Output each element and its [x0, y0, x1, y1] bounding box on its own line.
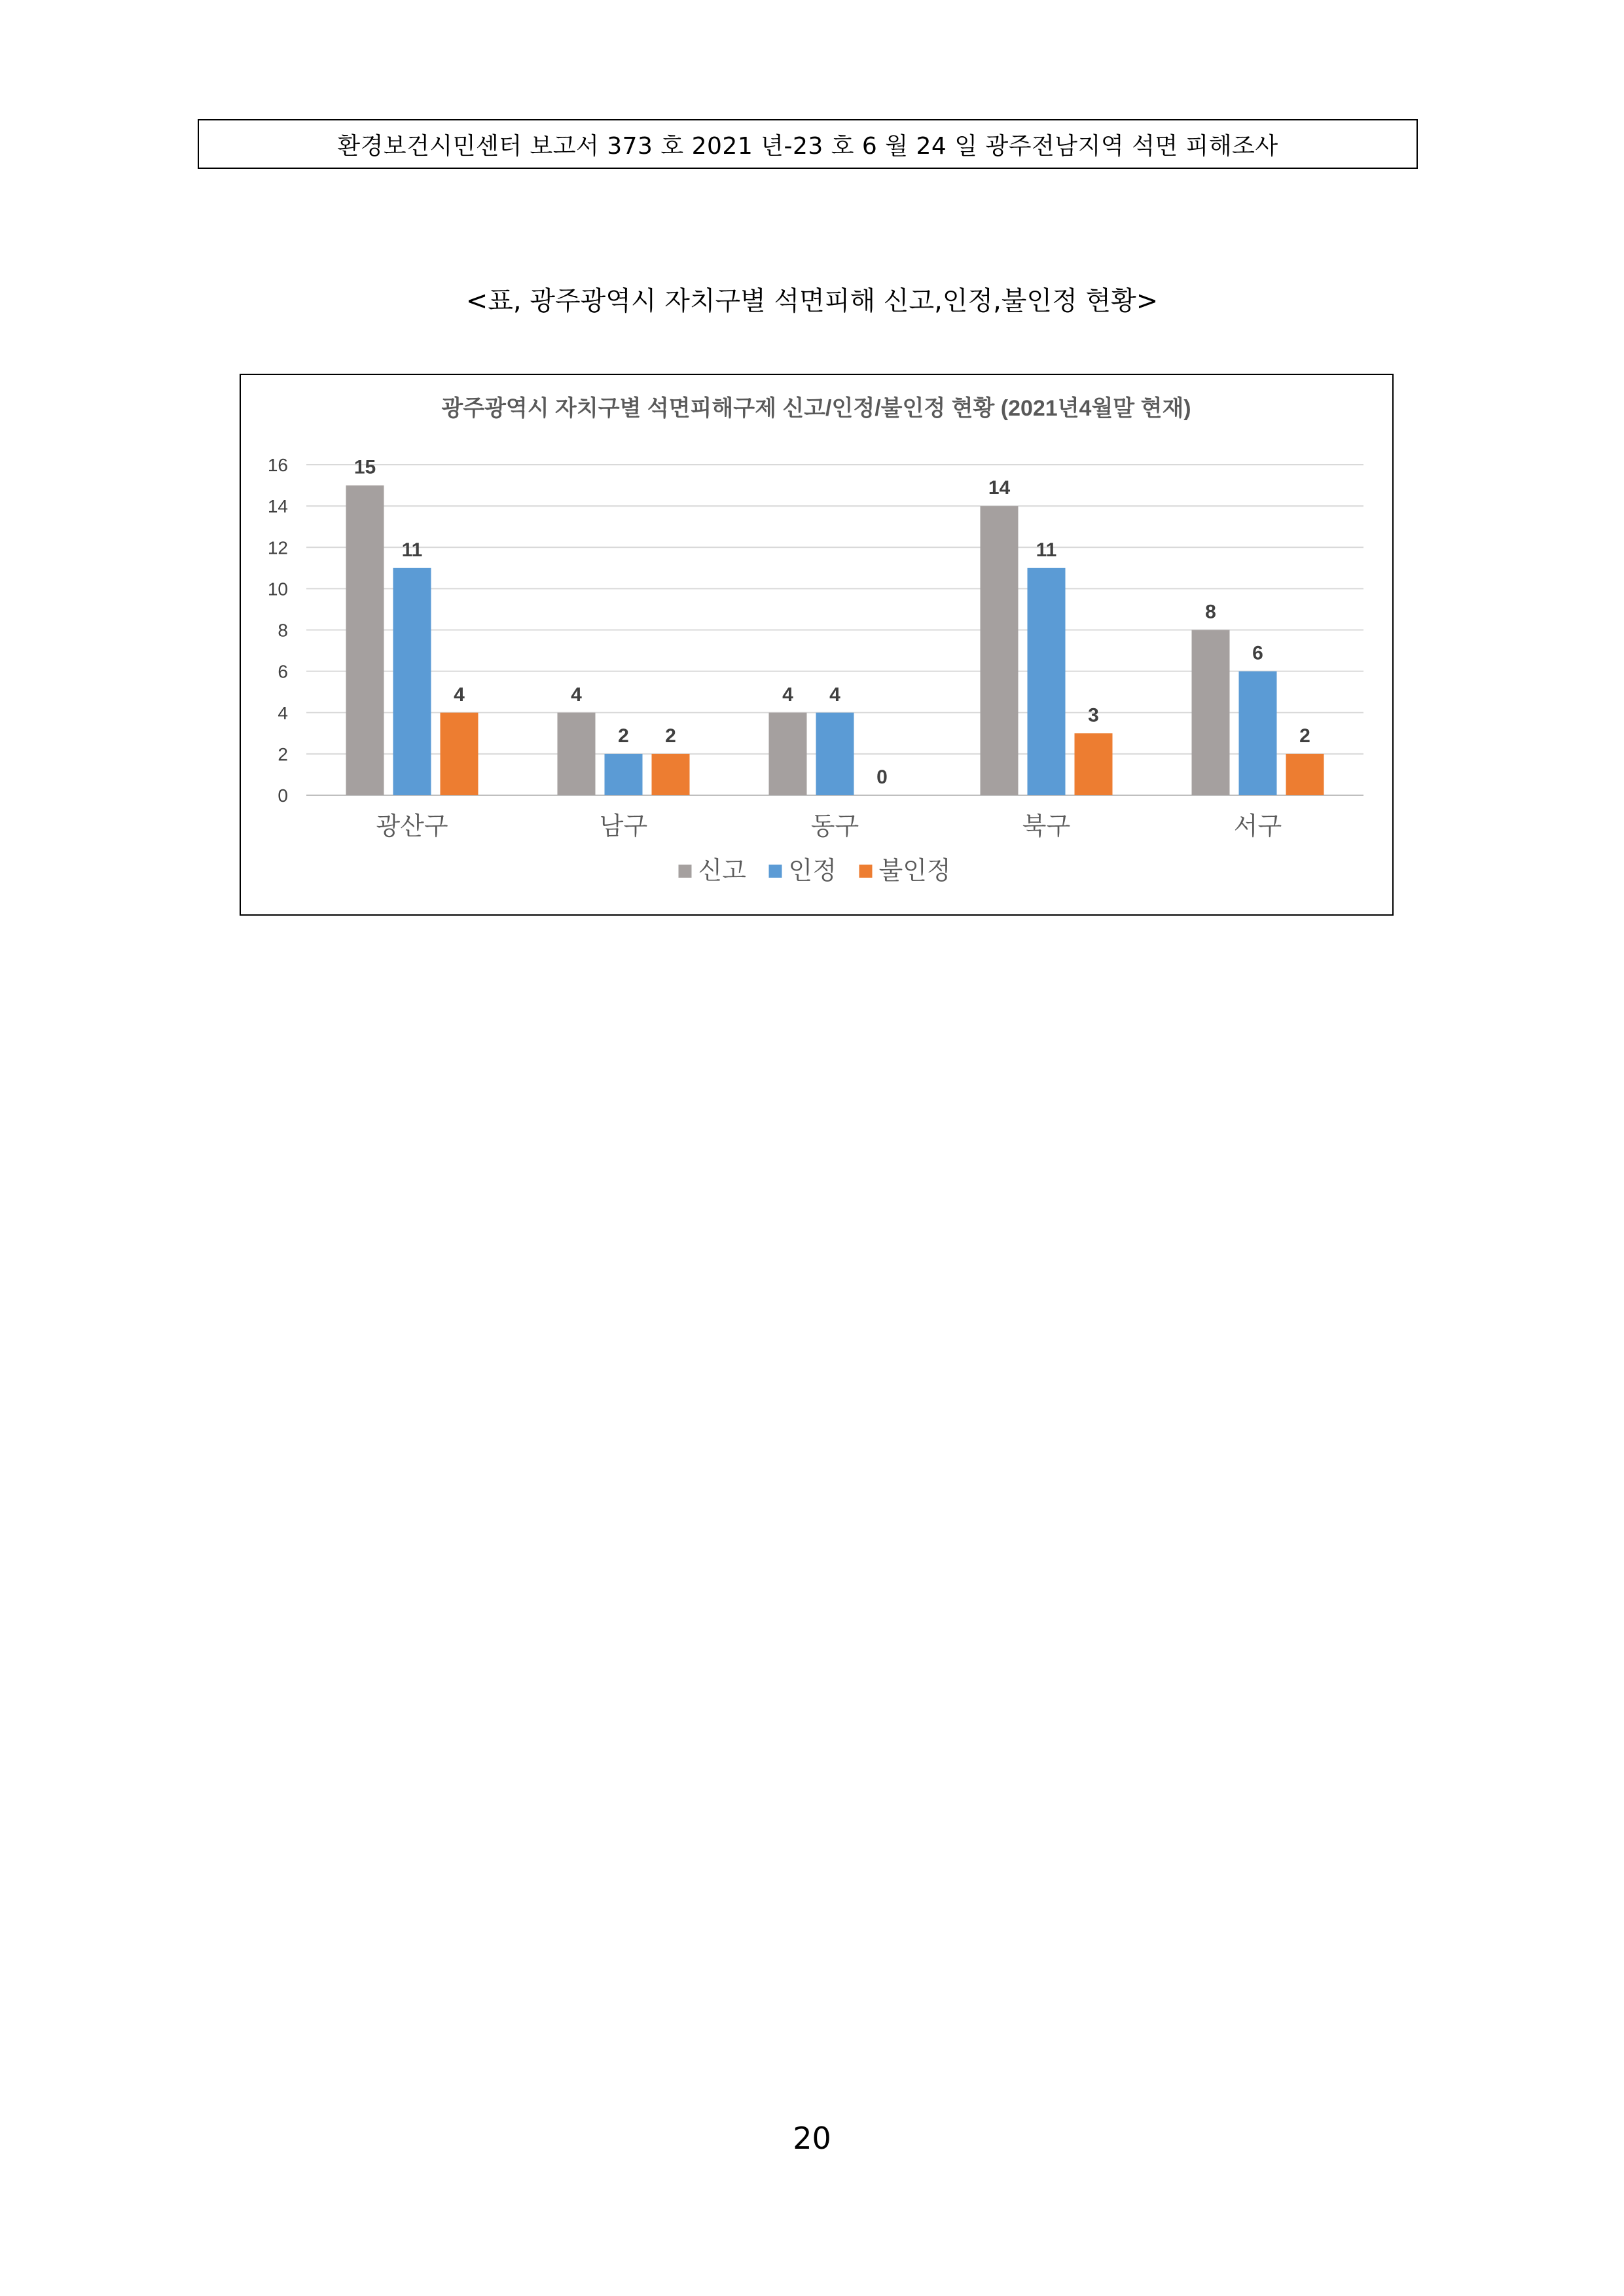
- y-tick-label: 4: [278, 702, 288, 723]
- y-tick-label: 12: [267, 537, 288, 558]
- x-tick-label: 북구: [1022, 813, 1071, 840]
- report-header: [198, 119, 1418, 169]
- table-caption: <표, 광주광역시 자치구별 석면피해 신고,인정,불인정 현황>: [465, 286, 1159, 316]
- data-label: 2: [618, 725, 629, 747]
- bar-chart: [241, 375, 1392, 914]
- y-tick-label: 16: [267, 455, 288, 475]
- data-label: 6: [1252, 642, 1263, 664]
- bar: [605, 754, 643, 795]
- legend-swatch: [859, 865, 873, 878]
- data-label: 3: [1088, 704, 1099, 726]
- legend-label: 인정: [788, 857, 837, 885]
- y-tick-label: 14: [267, 496, 288, 517]
- bar: [1028, 568, 1066, 795]
- y-tick-label: 2: [278, 744, 288, 764]
- data-label: 2: [665, 725, 676, 747]
- chart-title: 광주광역시 자치구별 석면피해구제 신고/인정/불인정 현황 (2021년4월말 현재): [441, 396, 1191, 421]
- data-label: 11: [401, 539, 423, 561]
- data-label: 15: [353, 456, 376, 478]
- data-label: 8: [1205, 601, 1216, 623]
- bar: [652, 754, 690, 795]
- y-tick-label: 0: [278, 785, 288, 806]
- bar: [346, 486, 384, 795]
- legend-swatch: [679, 865, 692, 878]
- page-number: 20: [793, 2121, 831, 2156]
- data-label: 4: [454, 683, 465, 706]
- bar: [558, 713, 596, 795]
- bars: [346, 486, 1324, 795]
- report-header-text: 환경보건시민센터 보고서 373 호 2021 년-23 호 6 월 24 일 광주전남지역 석면 피해조사: [337, 132, 1278, 160]
- y-axis-ticks: [268, 455, 288, 806]
- y-tick-label: 6: [278, 661, 288, 682]
- bar: [1075, 733, 1113, 795]
- legend: [679, 857, 951, 885]
- y-tick-label: 8: [278, 620, 288, 641]
- x-tick-label: 광산구: [376, 813, 448, 840]
- bar: [393, 568, 431, 795]
- data-label: 4: [782, 683, 793, 706]
- legend-label: 신고: [698, 857, 746, 885]
- legend-label: 불인정: [878, 857, 951, 885]
- y-tick-label: 10: [267, 579, 288, 600]
- data-label: 4: [829, 683, 840, 706]
- bar: [1286, 754, 1324, 795]
- x-tick-label: 서구: [1233, 813, 1282, 840]
- data-label: 4: [571, 683, 582, 706]
- x-tick-label: 동구: [810, 813, 859, 840]
- bar: [1192, 630, 1230, 796]
- legend-swatch: [769, 865, 782, 878]
- data-label: 0: [876, 766, 888, 788]
- data-label: 14: [988, 477, 1011, 499]
- bar: [816, 713, 854, 795]
- chart-frame: [240, 374, 1394, 916]
- bar: [981, 506, 1019, 795]
- bar: [769, 713, 807, 795]
- bar: [441, 713, 478, 795]
- data-label: 2: [1299, 725, 1310, 747]
- x-tick-label: 남구: [599, 813, 648, 840]
- data-label: 11: [1036, 539, 1057, 561]
- x-axis-labels: [376, 813, 1282, 840]
- bar: [1239, 672, 1277, 795]
